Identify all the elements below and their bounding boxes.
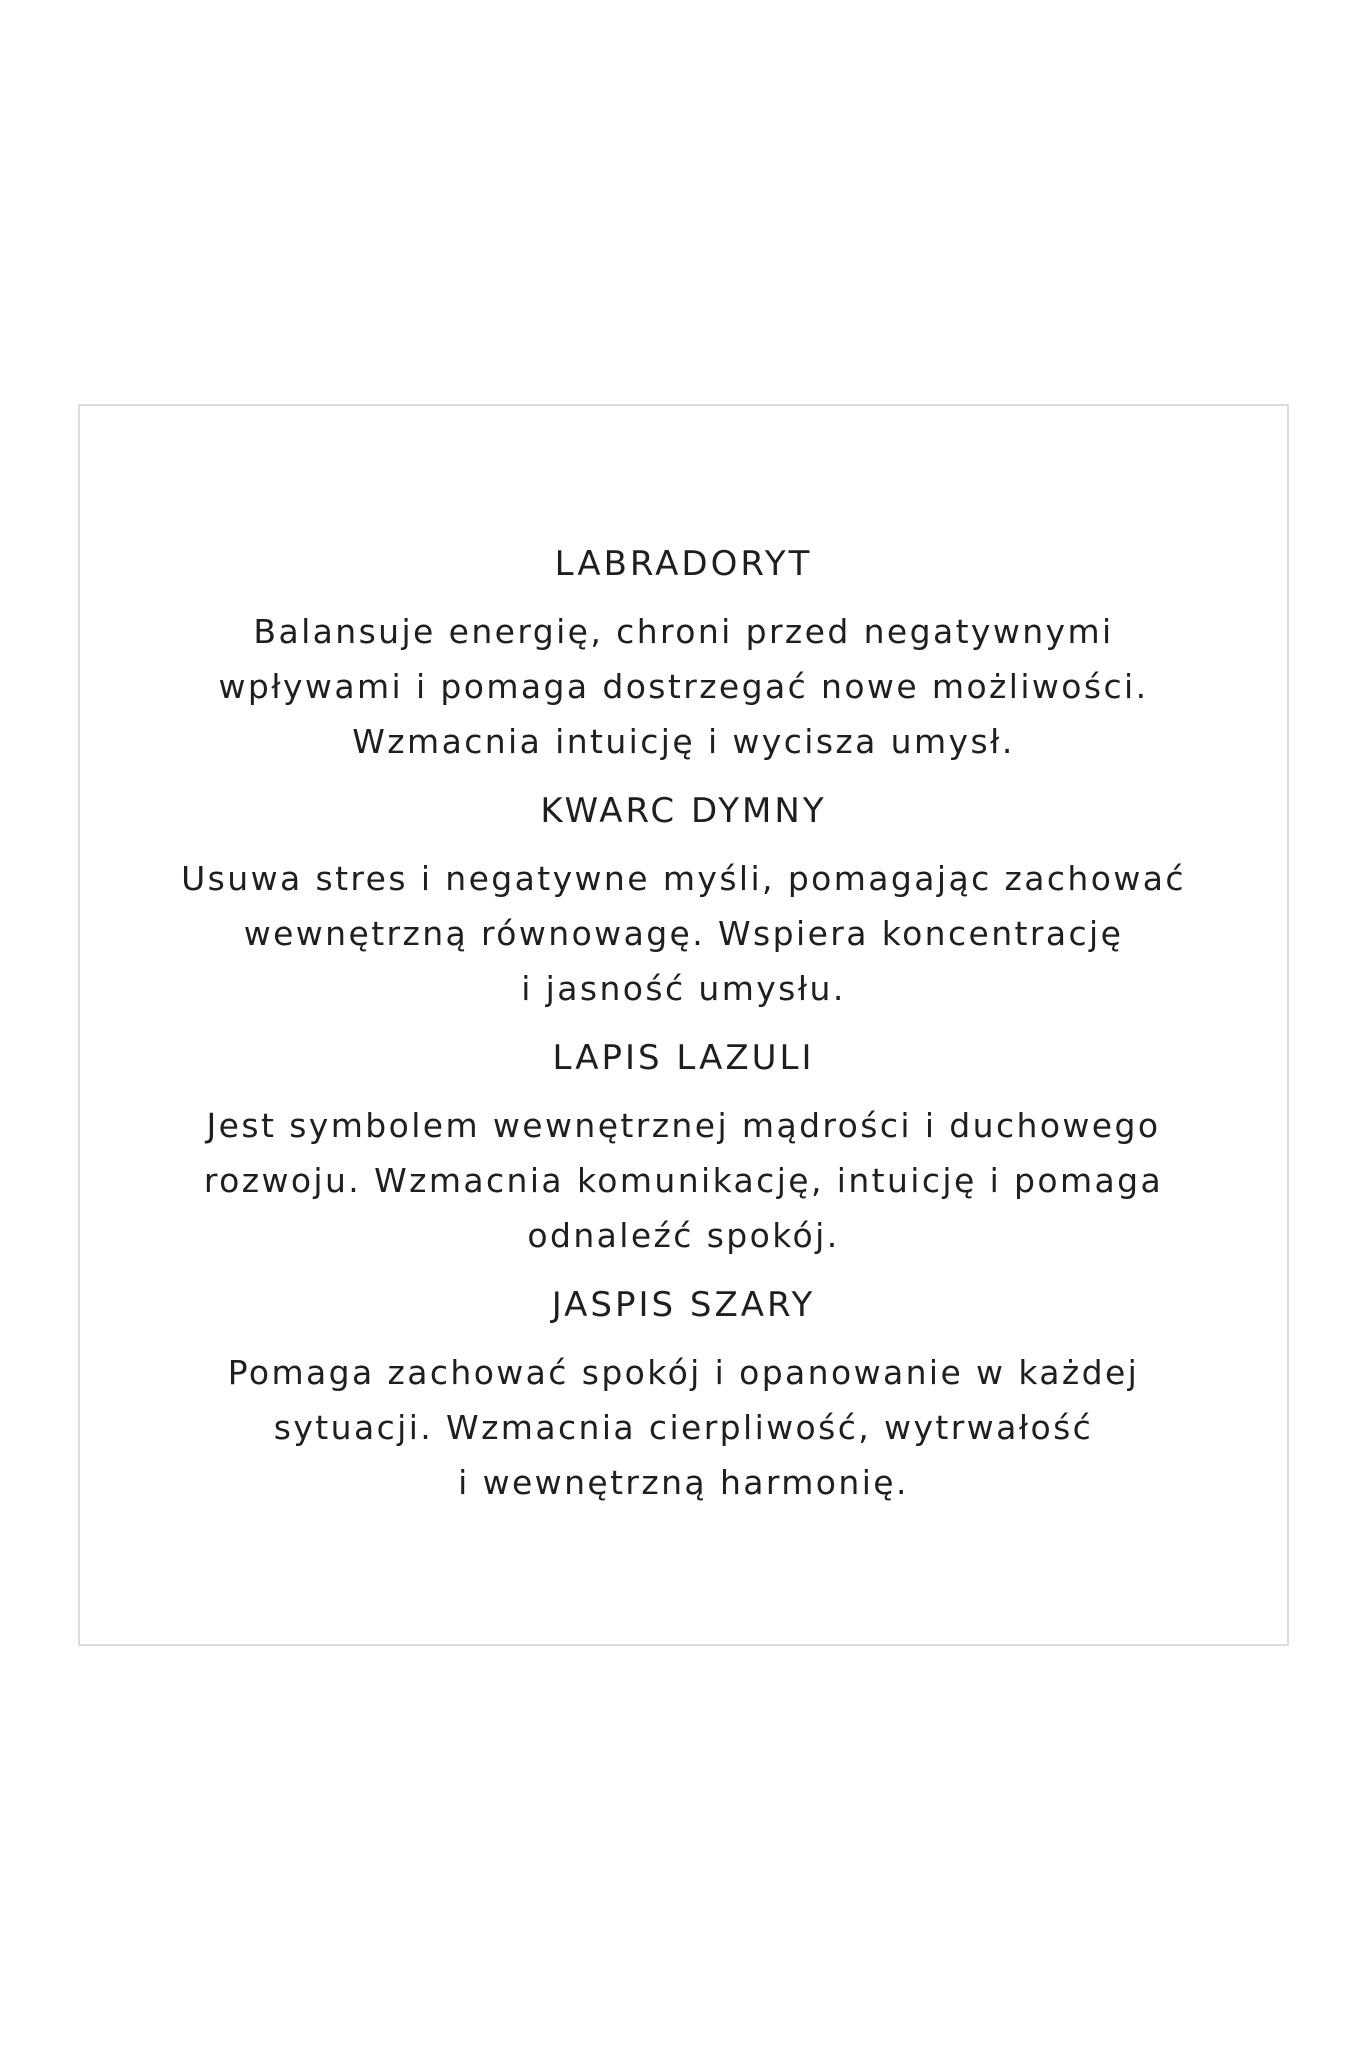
stone-name: KWARC DYMNY (540, 791, 827, 831)
stone-description (80, 1345, 1287, 1510)
stone-description (80, 851, 1287, 1016)
stone-section-lapis-lazuli (80, 1028, 1287, 1263)
description-line: Wzmacnia intuicję i wycisza umysł. (352, 722, 1015, 761)
description-line: Pomaga zachować spokój i opanowanie w każdej (227, 1353, 1140, 1392)
description-line: i jasność umysłu. (521, 969, 846, 1008)
description-line: Jest symbolem wewnętrznej mądrości i duchowego (206, 1106, 1161, 1145)
description-line: Usuwa stres i negatywne myśli, pomagając zachować (181, 859, 1186, 898)
description-line: wewnętrzną równowagę. Wspiera koncentrację (243, 914, 1124, 953)
description-line: odnaleźć spokój. (527, 1216, 840, 1255)
stone-name: LAPIS LAZULI (552, 1038, 815, 1078)
description-line: sytuacji. Wzmacnia cierpliwość, wytrwałość (273, 1408, 1094, 1447)
stones-list (80, 534, 1287, 1522)
stone-section-labradoryt (80, 534, 1287, 769)
description-line: rozwoju. Wzmacnia komunikację, intuicję i pomaga (203, 1161, 1164, 1200)
stone-section-jaspis-szary (80, 1275, 1287, 1510)
description-line: wpływami i pomaga dostrzegać nowe możliwości. (218, 667, 1149, 706)
stone-description (80, 604, 1287, 769)
stone-name: LABRADORYT (554, 544, 813, 584)
description-line: Balansuje energię, chroni przed negatywnymi (253, 612, 1114, 651)
stone-name: JASPIS SZARY (551, 1285, 816, 1325)
stone-section-kwarc-dymny (80, 781, 1287, 1016)
stone-description (80, 1098, 1287, 1263)
stones-info-card (78, 404, 1289, 1646)
description-line: i wewnętrzną harmonię. (458, 1463, 909, 1502)
